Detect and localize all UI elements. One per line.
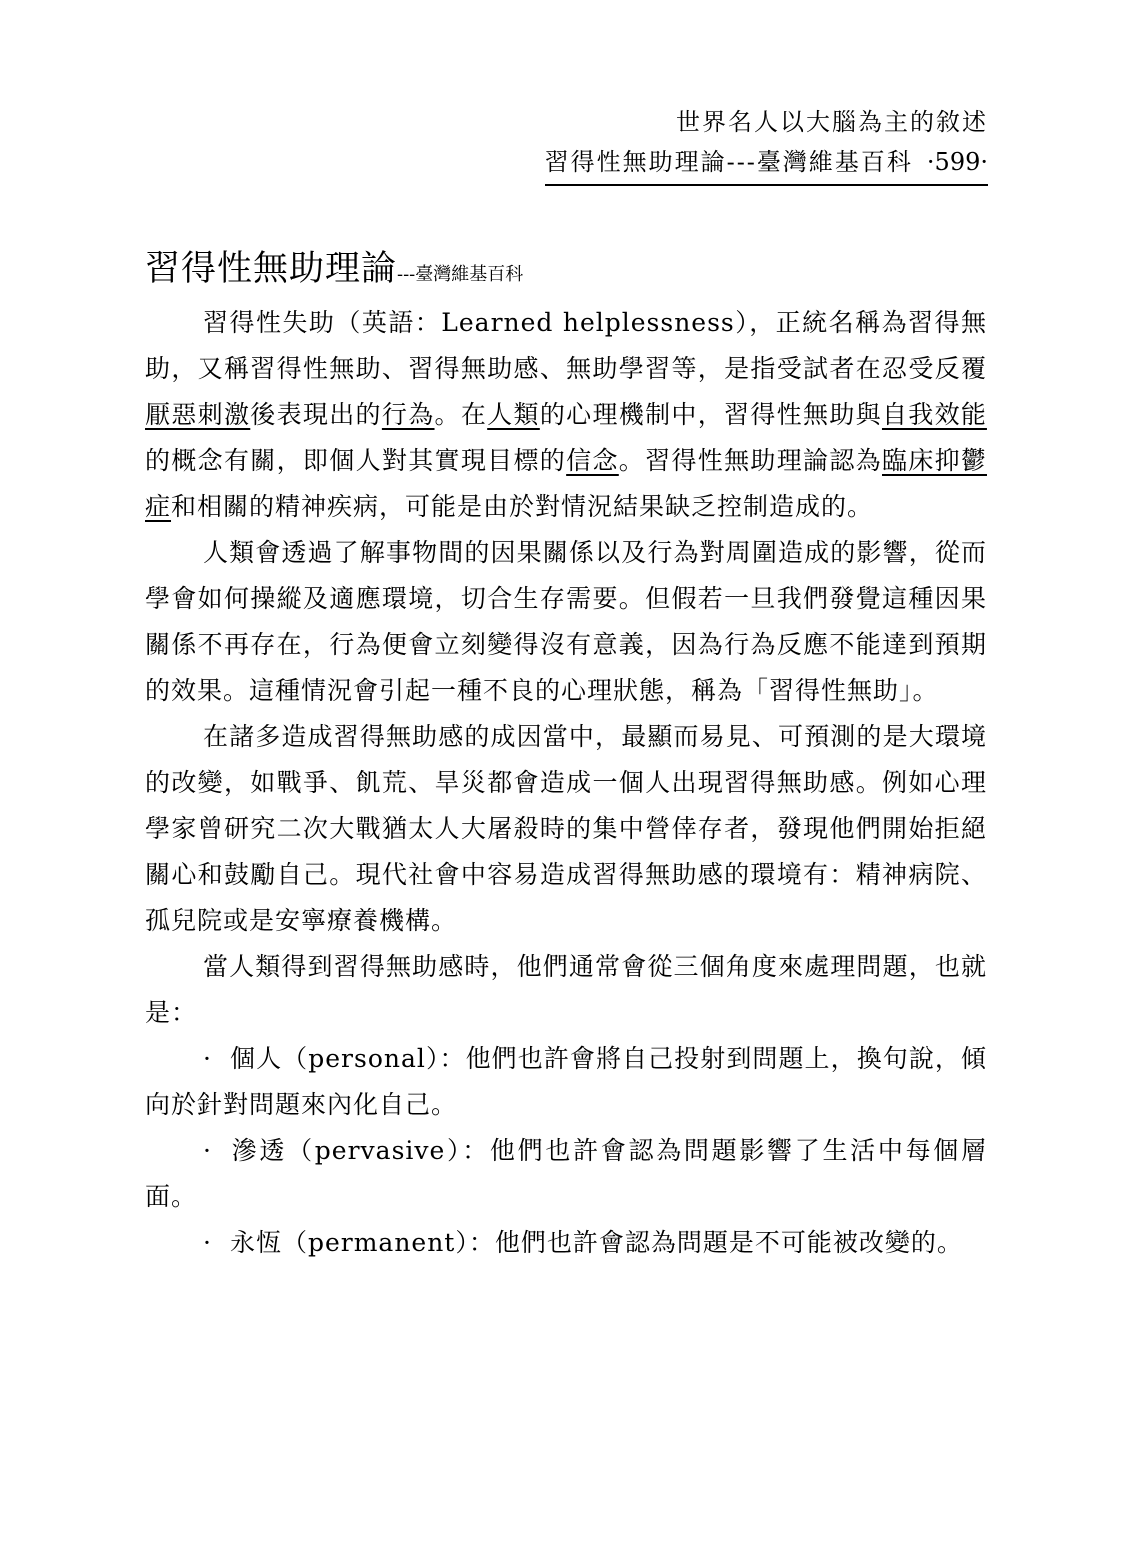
paragraph-causes: 在諸多造成習得無助感的成因當中，最顯而易見、可預測的是大環境的改變，如戰爭、飢荒、旱災都會造成一個人出現習得無助感。例如心理學家曾研究二次大戰猶太人大屠殺時的集中營倖存者，發現他們開始拒絕關心和鼓勵自己。現代社會中容易造成習得無助感的環境有：精神病院、孤兒院或是安寧療養機構。 — [145, 722, 987, 935]
paragraph-three-angles: 當人類得到習得無助感時，他們通常會從三個角度來處理問題，也就是： — [145, 952, 987, 1027]
list-item-personal — [145, 1036, 987, 1128]
list-item-text: 滲透（pervasive）：他們也許會認為問題影響了生活中每個層面。 — [145, 1136, 987, 1211]
text-run: 。在 — [434, 400, 488, 429]
bullet-icon: · — [203, 1044, 212, 1073]
header-chapter-line — [545, 142, 988, 186]
text-run: 。習得性無助理論認為 — [618, 446, 883, 475]
article-body — [145, 246, 987, 1266]
text-run: 的心理機制中，習得性無助與 — [539, 400, 882, 429]
link-aversive-stimulus[interactable]: 厭惡刺激 — [145, 400, 251, 429]
text-run: 的概念有關，即個人對其實現目標的 — [145, 446, 567, 475]
list-item-text: 個人（personal）：他們也許會將自己投射到問題上，換句說，傾向於針對問題來內化自己。 — [145, 1044, 987, 1119]
list-item-permanent — [145, 1220, 987, 1266]
header-book-title: 世界名人以大腦為主的敘述 — [676, 108, 988, 136]
paragraph-causality: 人類會透過了解事物間的因果關係以及行為對周圍造成的影響，從而學會如何操縱及適應環境，切合生存需要。但假若一旦我們發覺這種因果關係不再存在，行為便會立刻變得沒有意義，因為行為反應不能達到預期的效果。這種情況會引起一種不良的心理狀態，稱為「習得性無助」。 — [145, 538, 987, 705]
link-clinical-depression[interactable]: 臨床抑鬱症 — [145, 446, 987, 521]
article-title-text: 習得性無助理論 — [145, 249, 398, 289]
bullet-icon: · — [203, 1136, 212, 1165]
list-item-pervasive — [145, 1128, 987, 1220]
article-title — [145, 246, 987, 298]
article-source: ---臺灣維基百科 — [397, 264, 524, 285]
text-run: 後表現出的 — [250, 400, 382, 429]
paragraph-definition — [145, 300, 987, 530]
text-run: 和相關的精神疾病，可能是由於對情況結果缺乏控制造成的。 — [171, 492, 874, 521]
text-run: 習得性失助（英語：Learned helplessness），正統名稱為習得無助，又稱習得性無助、習得無助感、無助學習等，是指受試者在忍受反覆 — [145, 308, 987, 383]
header-chapter-title: 習得性無助理論---臺灣維基百科 — [544, 148, 913, 176]
bullet-icon: · — [203, 1228, 212, 1257]
link-self-efficacy[interactable]: 自我效能 — [881, 400, 987, 429]
page-number: ·599· — [926, 148, 988, 176]
list-item-text: 永恆（permanent）：他們也許會認為問題是不可能被改變的。 — [229, 1228, 963, 1257]
link-behavior[interactable]: 行為 — [381, 400, 435, 429]
link-belief[interactable]: 信念 — [566, 446, 619, 475]
running-header — [545, 102, 988, 186]
link-human[interactable]: 人類 — [487, 400, 540, 429]
